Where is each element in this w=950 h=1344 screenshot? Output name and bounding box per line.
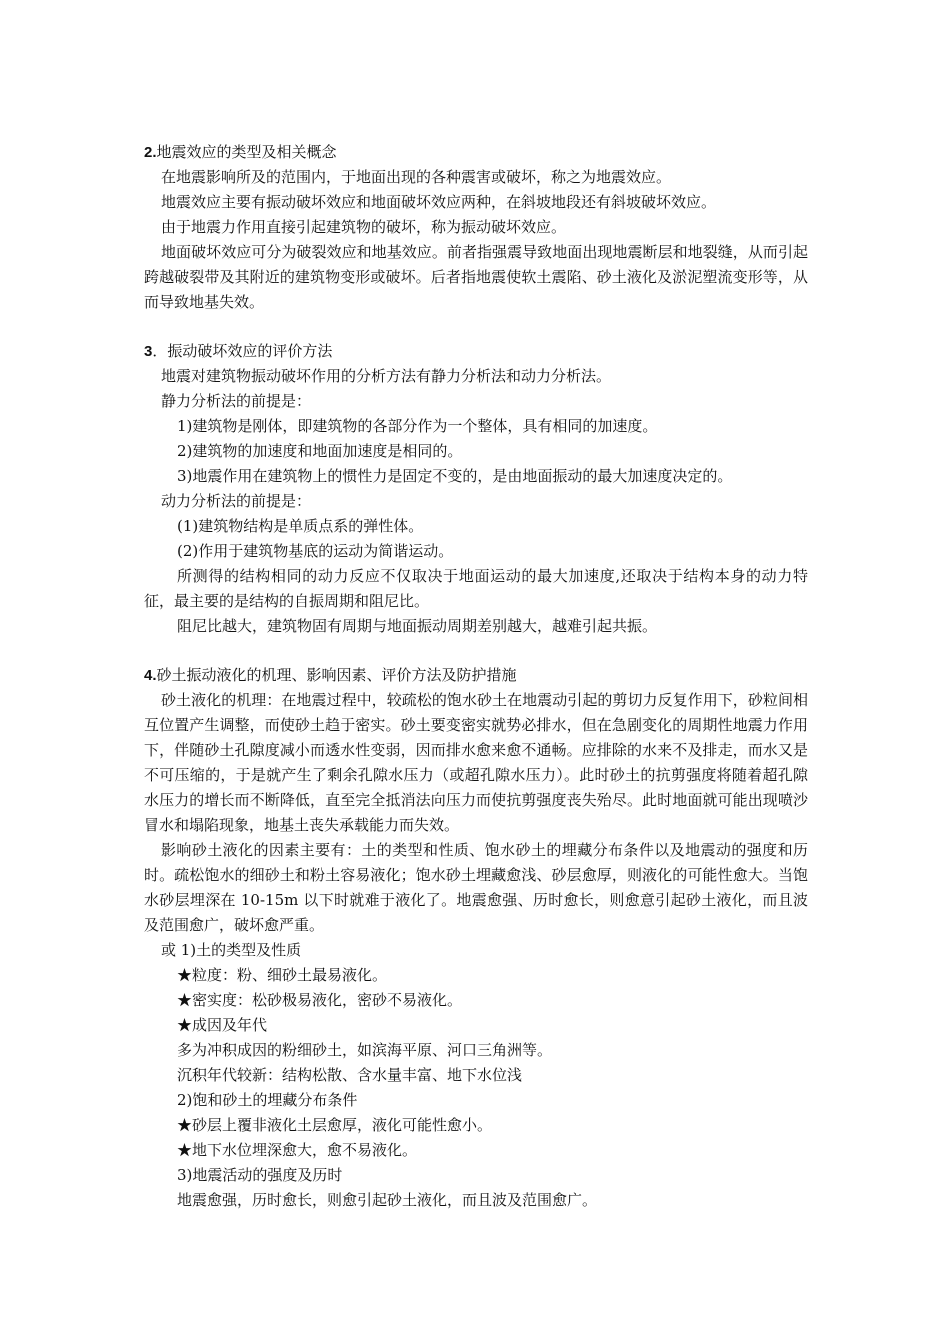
section-4-number: 4. — [144, 667, 157, 684]
section-3-paragraph-3: 动力分析法的前提是： — [161, 492, 312, 510]
section-4-title: 砂土振动液化的机理、影响因素、评价方法及防护措施 — [156, 666, 517, 684]
section-3-number: 3 — [144, 343, 153, 360]
factor-item-5: 沉积年代较新：结构松散、含水量丰富、地下水位浅 — [177, 1066, 523, 1084]
section-3-heading — [144, 339, 808, 364]
factor-item-6: 2)饱和砂土的埋藏分布条件 — [177, 1091, 358, 1109]
section-gap — [144, 315, 808, 339]
factor-list-intro: 或 1)土的类型及性质 — [161, 941, 302, 959]
factor-item-3: ★成因及年代 — [177, 1016, 268, 1034]
section-2-title: 地震效应的类型及相关概念 — [156, 143, 337, 161]
section-gap — [144, 639, 808, 663]
static-premise-3: 3)地震作用在建筑物上的惯性力是固定不变的，是由地面振动的最大加速度决定的。 — [177, 467, 733, 485]
factor-item-9: 3)地震活动的强度及历时 — [177, 1166, 343, 1184]
factor-item-4: 多为冲积成因的粉细砂土，如滨海平原、河口三角洲等。 — [177, 1041, 553, 1059]
factor-item-7: ★砂层上覆非液化土层愈厚，液化可能性愈小。 — [177, 1116, 493, 1134]
section-3-paragraph-4: 所测得的结构相同的动力反应不仅取决于地面运动的最大加速度,还取决于结构本身的动力特征，最主要的是结构的自振周期和阻尼比。 — [144, 567, 808, 610]
section-4-paragraph-2: 影响砂土液化的因素主要有：土的类型和性质、饱水砂土的埋藏分布条件以及地震动的强度和历时。疏松饱水的细砂土和粉土容易液化；饱水砂土埋藏愈浅、砂层愈厚，则液化的可能性愈大。当饱水砂层埋深在 10-15m 以下时就难于液化了。地震愈强、历时愈长，则愈意引起砂土液化，而且波及范围愈广，破坏愈严重。 — [144, 841, 808, 934]
static-premise-2: 2)建筑物的加速度和地面加速度是相同的。 — [177, 442, 463, 460]
factor-item-2: ★密实度：松砂极易液化，密砂不易液化。 — [177, 991, 463, 1009]
dynamic-premise-2: (2)作用于建筑物基底的运动为简谐运动。 — [177, 542, 454, 560]
section-3-paragraph-1: 地震对建筑物振动破坏作用的分析方法有静力分析法和动力分析法。 — [161, 367, 612, 385]
section-2-paragraph-2: 地震效应主要有振动破坏效应和地面破坏效应两种，在斜坡地段还有斜坡破坏效应。 — [161, 193, 717, 211]
section-4-paragraph-1: 砂土液化的机理：在地震过程中，较疏松的饱水砂土在地震动引起的剪切力反复作用下，砂粒间相互位置产生调整，而使砂土趋于密实。砂土要变密实就势必排水，但在急剧变化的周期性地震力作用下，伴随砂土孔隙度减小而透水性变弱，因而排水愈来愈不通畅。应排除的水来不及排走，而水又是不可压缩的，于是就产生了剩余孔隙水压力（或超孔隙水压力）。此时砂土的抗剪强度将随着超孔隙水压力的增长而不断降低，直至完全抵消法向压力而使抗剪强度丧失殆尽。此时地面就可能出现喷沙冒水和塌陷现象，地基土丧失承载能力而失效。 — [144, 691, 808, 834]
section-3-paragraph-5: 阻尼比越大，建筑物固有周期与地面振动周期差别越大，越难引起共振。 — [177, 617, 658, 635]
section-4-heading — [144, 663, 808, 688]
factor-item-1: ★粒度：粉、细砂土最易液化。 — [177, 966, 388, 984]
factor-item-8: ★地下水位埋深愈大，愈不易液化。 — [177, 1141, 418, 1159]
document-body — [144, 140, 808, 1213]
section-3-title: ．振动破坏效应的评价方法 — [152, 342, 333, 360]
section-3-paragraph-2: 静力分析法的前提是： — [161, 392, 312, 410]
section-2-paragraph-1: 在地震影响所及的范围内，于地面出现的各种震害或破坏，称之为地震效应。 — [161, 168, 672, 186]
section-2-number: 2. — [144, 144, 157, 161]
section-2-heading — [144, 140, 808, 165]
static-premise-1: 1)建筑物是刚体，即建筑物的各部分作为一个整体，具有相同的加速度。 — [177, 417, 658, 435]
dynamic-premise-1: (1)建筑物结构是单质点系的弹性体。 — [177, 517, 424, 535]
factor-item-10: 地震愈强，历时愈长，则愈引起砂土液化，而且波及范围愈广。 — [177, 1191, 598, 1209]
section-2-paragraph-3: 由于地震力作用直接引起建筑物的破坏，称为振动破坏效应。 — [161, 218, 567, 236]
section-2-paragraph-4: 地面破坏效应可分为破裂效应和地基效应。前者指强震导致地面出现地震断层和地裂缝，从而引起跨越破裂带及其附近的建筑物变形或破坏。后者指地震使软土震陷、砂土液化及淤泥塑流变形等，从而导致地基失效。 — [144, 243, 808, 311]
